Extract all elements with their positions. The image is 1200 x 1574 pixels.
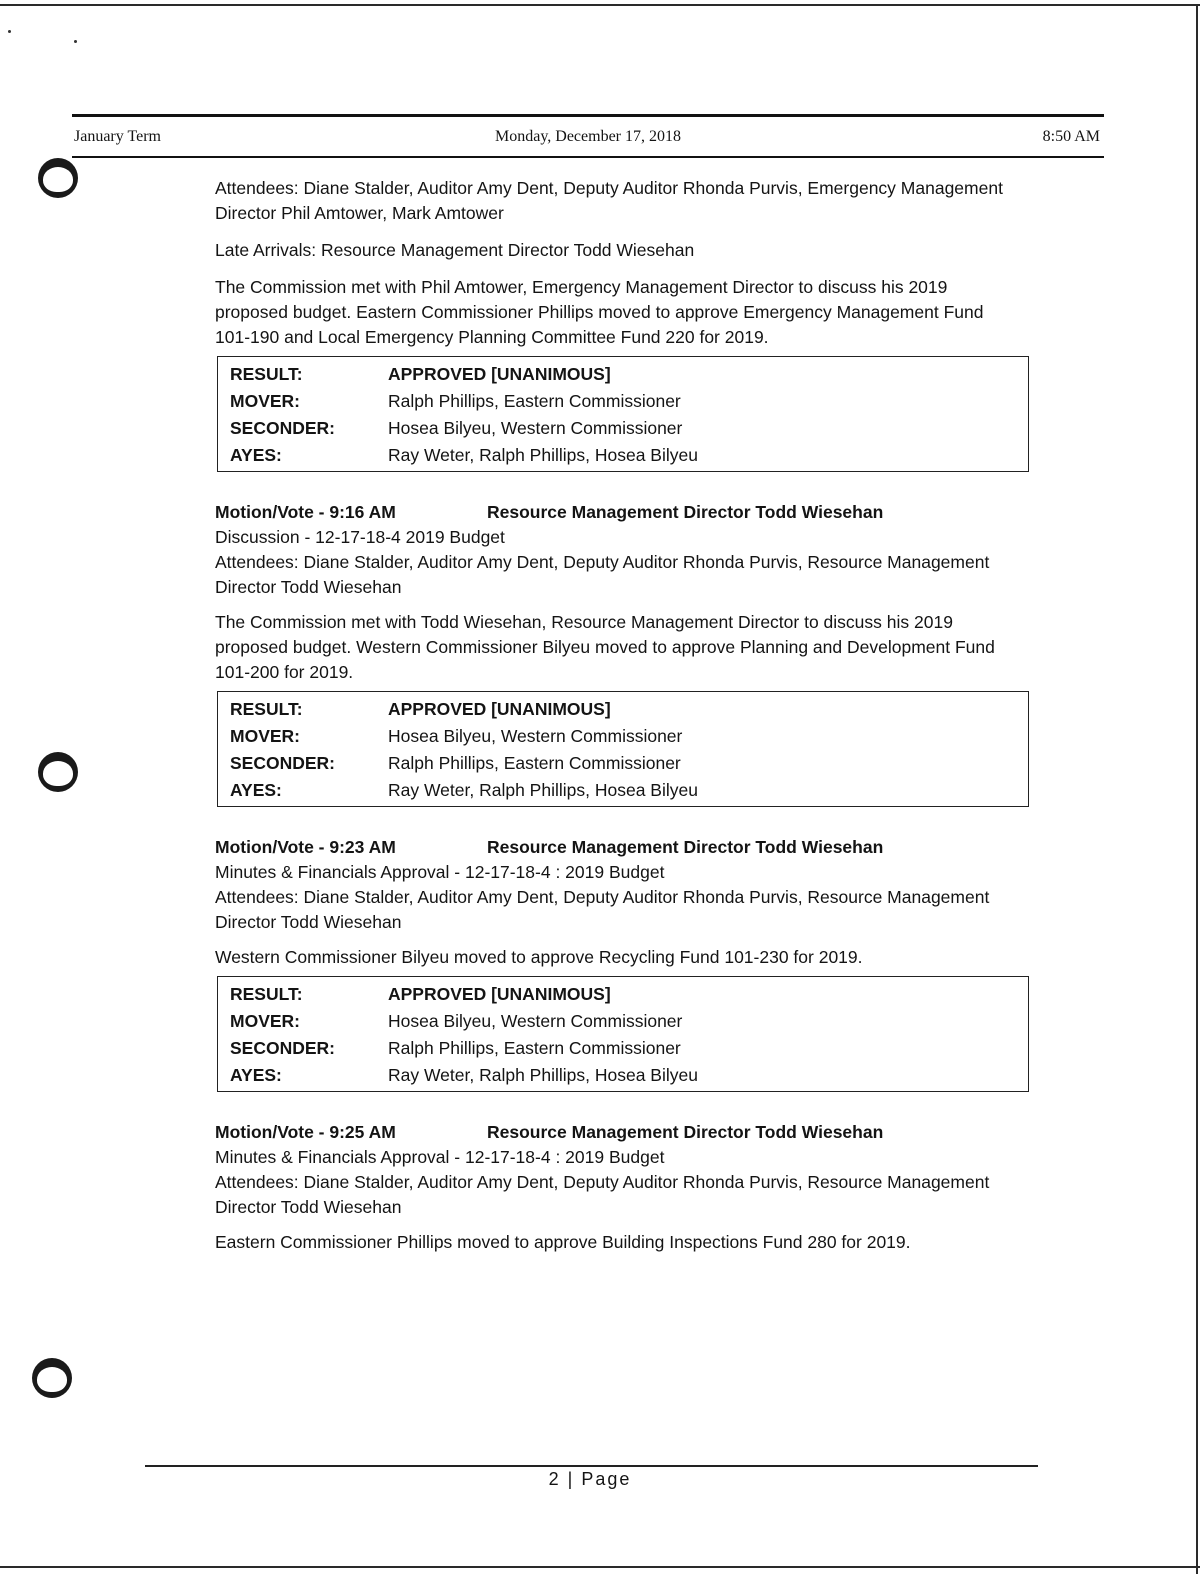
vote-seconder: Hosea Bilyeu, Western Commissioner	[388, 418, 683, 438]
vote-mover: Ralph Phillips, Eastern Commissioner	[388, 391, 681, 411]
motion-time: Motion/Vote - 9:23 AM	[215, 837, 396, 857]
vote-row-ayes	[230, 442, 1028, 469]
motion-title: Resource Management Director Todd Wiesehan	[487, 1122, 884, 1142]
vote-ayes: Ray Weter, Ralph Phillips, Hosea Bilyeu	[388, 445, 698, 465]
punch-hole	[38, 158, 78, 198]
header-rule-top	[72, 114, 1104, 117]
motion-time: Motion/Vote - 9:16 AM	[215, 502, 396, 522]
motion-time: Motion/Vote - 9:25 AM	[215, 1122, 396, 1142]
minutes-body	[215, 176, 1015, 1267]
vote-row-mover	[230, 388, 1028, 415]
vote-row-mover	[230, 723, 1028, 750]
header-rule-bottom	[72, 156, 1104, 158]
motion-block	[215, 835, 1015, 935]
summary-text: The Commission met with Phil Amtower, Emergency Management Director to discuss his 2019 proposed budget. Eastern Commissioner Phillips moved to approve Emergency Management Fund 101-190 and Local Emergency Planning Committee Fund 220 for 2019.	[215, 277, 984, 347]
scan-speck	[74, 40, 77, 43]
motion-block	[215, 500, 1015, 600]
motion-summary: The Commission met with Todd Wiesehan, Resource Management Director to discuss his 2019 proposed budget. Western Commissioner Bilyeu moved to approve Planning and Development Fund 101-200 for 2019.	[215, 612, 995, 682]
motion-attendees: Attendees: Diane Stalder, Auditor Amy Dent, Deputy Auditor Rhonda Purvis, Resource Management Director Todd Wiesehan	[215, 552, 990, 597]
vote-label: AYES:	[230, 445, 282, 465]
motion-title: Resource Management Director Todd Wiesehan	[487, 837, 884, 857]
scan-edge-right	[1196, 4, 1198, 1574]
motion-summary: Western Commissioner Bilyeu moved to approve Recycling Fund 101-230 for 2019.	[215, 947, 863, 967]
vote-seconder: Ralph Phillips, Eastern Commissioner	[388, 1038, 681, 1058]
vote-mover: Hosea Bilyeu, Western Commissioner	[388, 726, 683, 746]
motion-header	[215, 500, 1015, 600]
scan-edge-top	[0, 4, 1200, 6]
vote-label: MOVER:	[230, 726, 300, 746]
vote-label: RESULT:	[230, 699, 303, 719]
vote-row-ayes	[230, 1062, 1028, 1089]
vote-label: RESULT:	[230, 984, 303, 1004]
vote-result: APPROVED [UNANIMOUS]	[388, 984, 611, 1004]
vote-label: SECONDER:	[230, 418, 336, 438]
vote-result: APPROVED [UNANIMOUS]	[388, 699, 611, 719]
vote-row-result	[230, 696, 1028, 723]
motion-item: Minutes & Financials Approval - 12-17-18-4 : 2019 Budget	[215, 1147, 665, 1167]
vote-ayes: Ray Weter, Ralph Phillips, Hosea Bilyeu	[388, 1065, 698, 1085]
vote-seconder: Ralph Phillips, Eastern Commissioner	[388, 753, 681, 773]
vote-row-result	[230, 981, 1028, 1008]
footer-rule	[145, 1465, 1038, 1467]
vote-label: SECONDER:	[230, 753, 336, 773]
punch-hole	[38, 752, 78, 792]
scan-speck	[8, 30, 11, 33]
motion-summary: Eastern Commissioner Phillips moved to approve Building Inspections Fund 280 for 2019.	[215, 1232, 911, 1252]
vote-result: APPROVED [UNANIMOUS]	[388, 364, 611, 384]
motion-title-line	[215, 500, 1015, 525]
motion-item: Discussion - 12-17-18-4 2019 Budget	[215, 527, 505, 547]
vote-label: AYES:	[230, 780, 282, 800]
vote-row-result	[230, 361, 1028, 388]
header-time: 8:50 AM	[1042, 128, 1100, 145]
motion-item: Minutes & Financials Approval - 12-17-18-4 : 2019 Budget	[215, 862, 665, 882]
vote-table	[217, 356, 1029, 472]
motion-header	[215, 1120, 1015, 1220]
vote-label: SECONDER:	[230, 1038, 336, 1058]
motion-title: Resource Management Director Todd Wiesehan	[487, 502, 884, 522]
vote-row-seconder	[230, 1035, 1028, 1062]
late-arrivals-text: Late Arrivals: Resource Management Director Todd Wiesehan	[215, 240, 695, 260]
vote-label: MOVER:	[230, 1011, 300, 1031]
vote-label: RESULT:	[230, 364, 303, 384]
motion-attendees: Attendees: Diane Stalder, Auditor Amy Dent, Deputy Auditor Rhonda Purvis, Resource Management Director Todd Wiesehan	[215, 887, 990, 932]
vote-row-seconder	[230, 415, 1028, 442]
vote-label: MOVER:	[230, 391, 300, 411]
attendees-text: Attendees: Diane Stalder, Auditor Amy Dent, Deputy Auditor Rhonda Purvis, Emergency Management Director Phil Amtower, Mark Amtower	[215, 178, 1003, 223]
motion-title-line	[215, 835, 1015, 860]
header-date: Monday, December 17, 2018	[494, 128, 682, 145]
vote-row-mover	[230, 1008, 1028, 1035]
header-term: January Term	[74, 128, 161, 145]
vote-row-seconder	[230, 750, 1028, 777]
vote-row-ayes	[230, 777, 1028, 804]
scan-edge-bottom	[0, 1566, 1200, 1568]
page-number: 2 | Page	[548, 1469, 632, 1489]
motion-block	[215, 1120, 1015, 1220]
vote-table	[217, 976, 1029, 1092]
punch-hole	[32, 1358, 72, 1398]
motion-header	[215, 835, 1015, 935]
vote-label: AYES:	[230, 1065, 282, 1085]
vote-ayes: Ray Weter, Ralph Phillips, Hosea Bilyeu	[388, 780, 698, 800]
motion-attendees: Attendees: Diane Stalder, Auditor Amy Dent, Deputy Auditor Rhonda Purvis, Resource Management Director Todd Wiesehan	[215, 1172, 990, 1217]
vote-table	[217, 691, 1029, 807]
vote-mover: Hosea Bilyeu, Western Commissioner	[388, 1011, 683, 1031]
motion-title-line	[215, 1120, 1015, 1145]
